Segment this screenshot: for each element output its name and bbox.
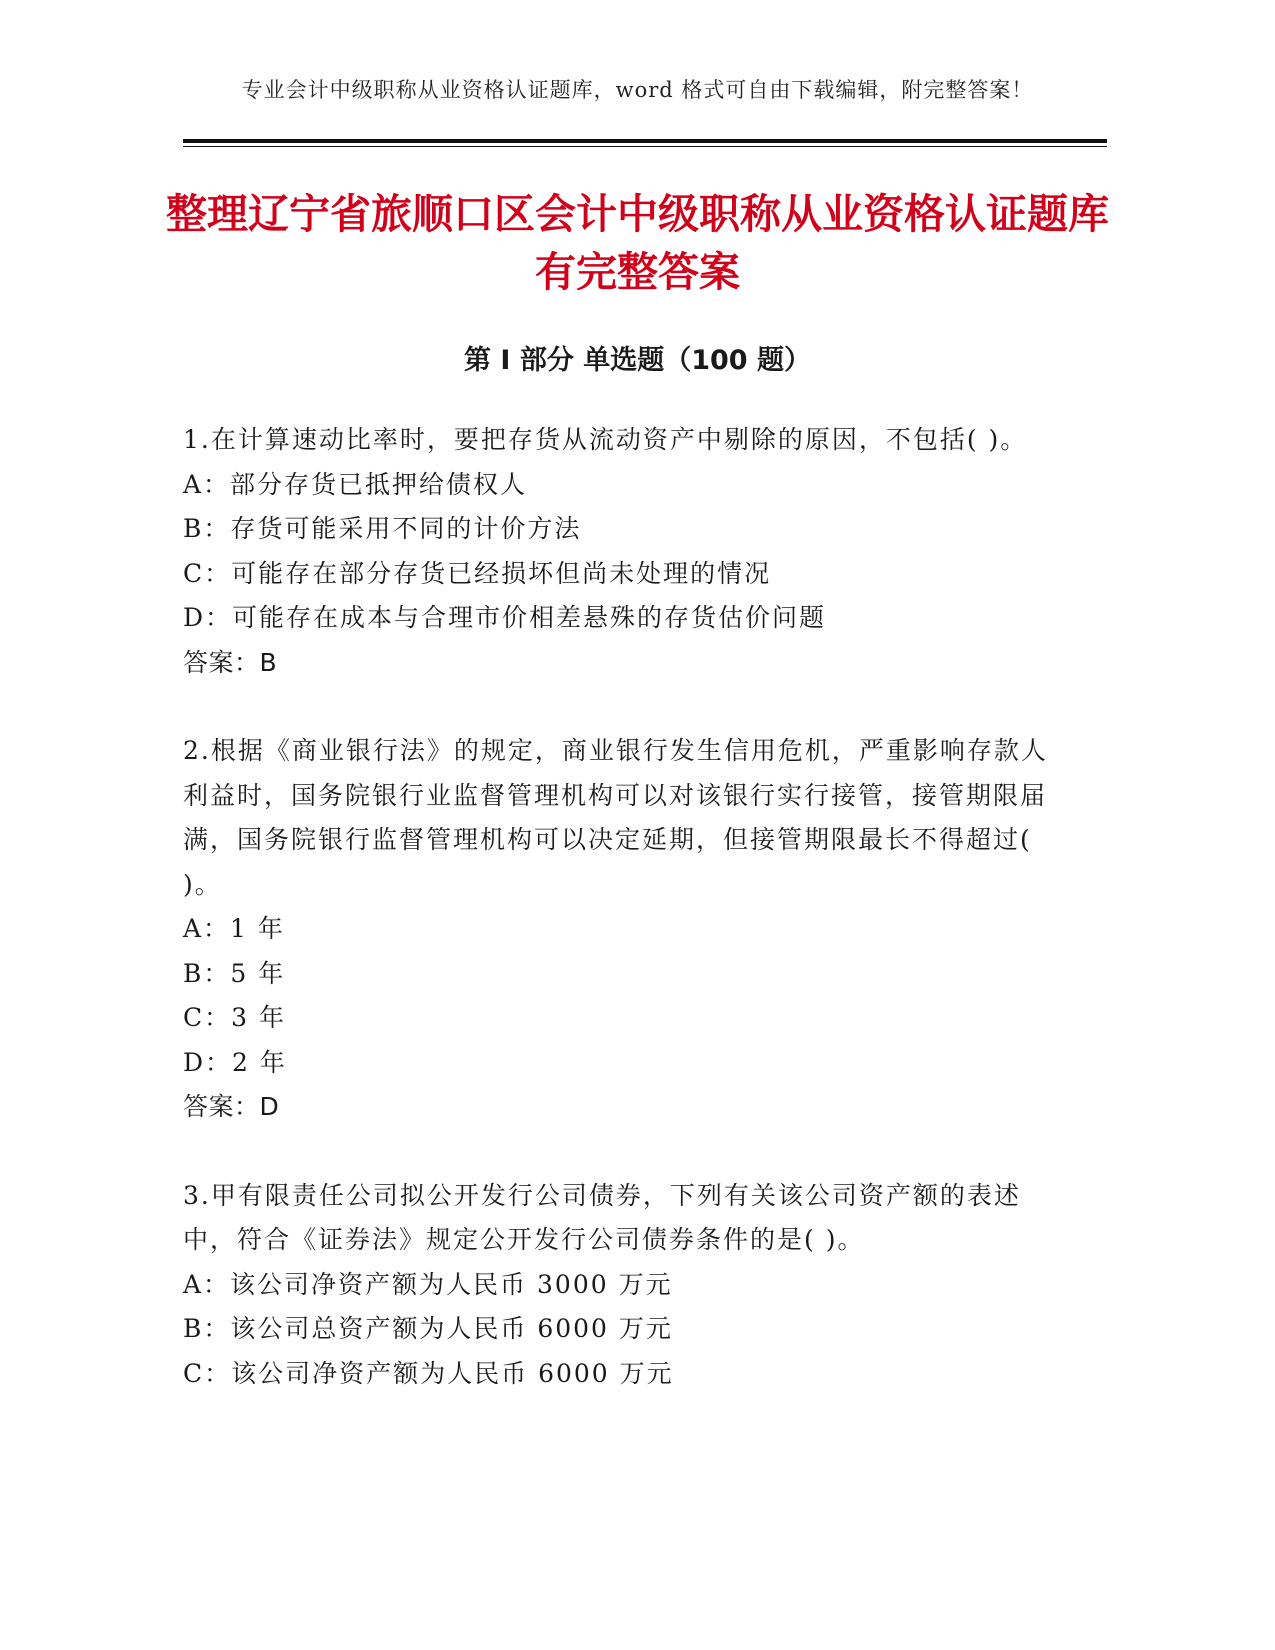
question-3 bbox=[183, 1174, 1063, 1397]
option-a: A：部分存货已抵押给债权人 bbox=[183, 469, 528, 499]
option-d: D：2 年 bbox=[183, 1047, 287, 1077]
document-title: 整理辽宁省旅顺口区会计中级职称从业资格认证题库有完整答案 bbox=[166, 190, 1109, 296]
question-stem: 1.在计算速动比率时，要把存货从流动资产中剔除的原因，不包括( )。 bbox=[183, 425, 1028, 454]
question-2 bbox=[183, 729, 1063, 1130]
option-d: D：可能存在成本与合理市价相差悬殊的存货估价问题 bbox=[183, 603, 827, 632]
question-stem: 3.甲有限责任公司拟公开发行公司债券，下列有关该公司资产额的表述中，符合《证券法》规定公开发行公司债券条件的是( )。 bbox=[183, 1180, 1021, 1254]
question-stem: 2.根据《商业银行法》的规定，商业银行发生信用危机，严重影响存款人利益时，国务院银行业监督管理机构可以对该银行实行接管，接管期限届满，国务院银行监督管理机构可以决定延期，但接管期限最长不得超过( )。 bbox=[183, 736, 1048, 899]
option-a: A：1 年 bbox=[183, 914, 285, 943]
answer-line: 答案：B bbox=[183, 647, 278, 677]
answer-line: 答案：D bbox=[183, 1092, 280, 1121]
option-b: B：该公司总资产额为人民币 6000 万元 bbox=[183, 1314, 673, 1343]
option-c: C：该公司净资产额为人民币 6000 万元 bbox=[183, 1358, 674, 1388]
option-b: B：5 年 bbox=[183, 958, 286, 988]
question-1 bbox=[183, 418, 1063, 685]
section-heading: 第 I 部分 单选题（100 题） bbox=[463, 345, 811, 376]
option-c: C：可能存在部分存货已经损坏但尚未处理的情况 bbox=[183, 558, 772, 588]
option-c: C：3 年 bbox=[183, 1003, 286, 1032]
header-divider bbox=[183, 139, 1107, 147]
option-b: B：存货可能采用不同的计价方法 bbox=[183, 514, 582, 543]
question-list bbox=[183, 418, 1063, 1440]
document-header-note: 专业会计中级职称从业资格认证题库，word 格式可自由下载编辑，附完整答案！ bbox=[241, 78, 1034, 102]
option-a: A：该公司净资产额为人民币 3000 万元 bbox=[183, 1269, 673, 1299]
